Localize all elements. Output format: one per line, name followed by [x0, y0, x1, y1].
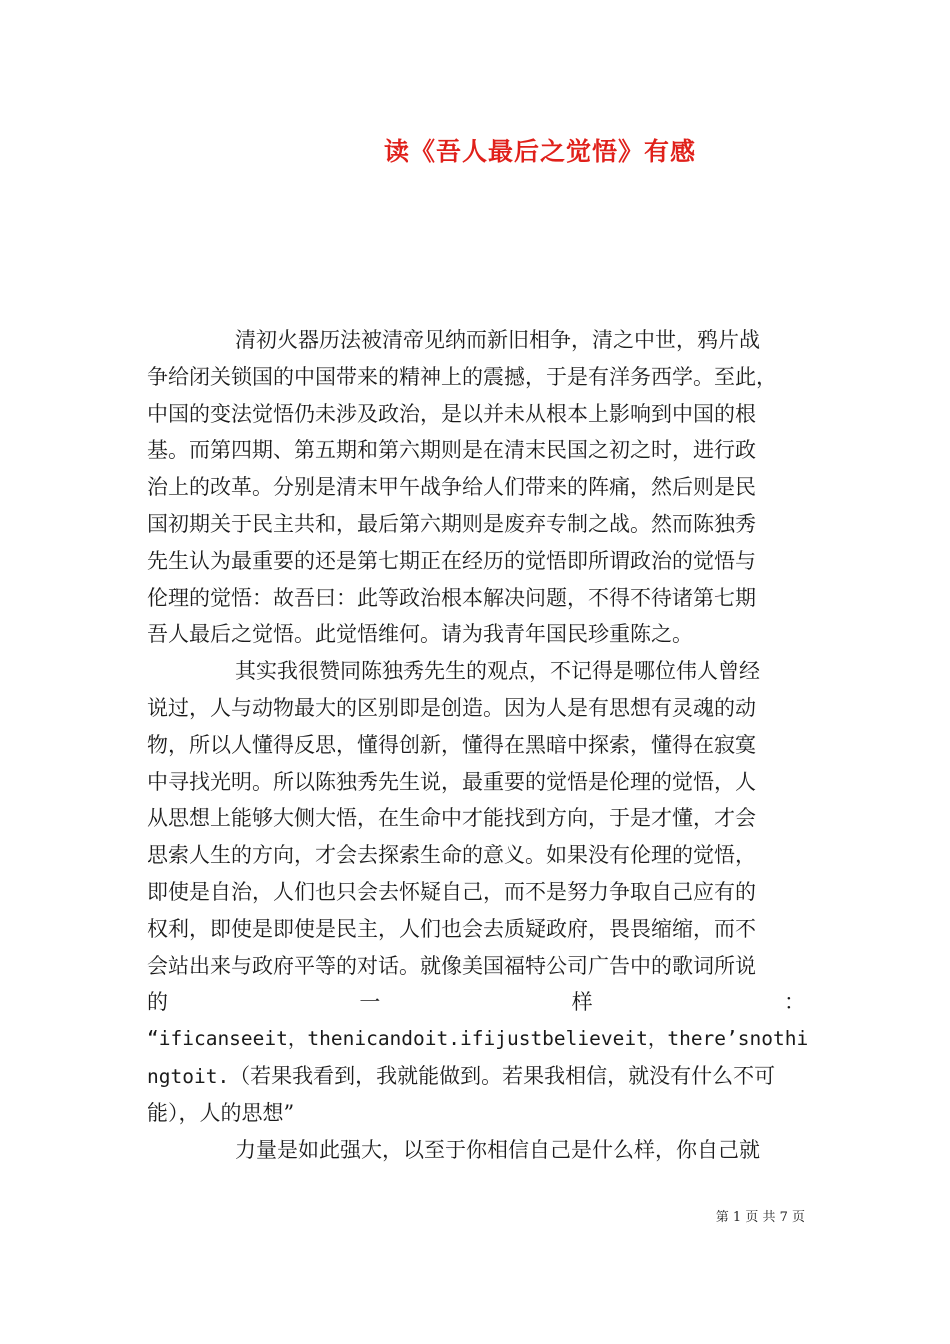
paragraph-line: 基。而第四期、第五期和第六期则是在清末民国之初之时，进行政 [147, 438, 756, 463]
paragraph-line: 中寻找光明。所以陈独秀先生说，最重要的觉悟是伦理的觉悟，人 [147, 769, 756, 794]
document-title: 读《吾人最后之觉悟》有感 [383, 137, 696, 166]
paragraph-line: 先生认为最重要的还是第七期正在经历的觉悟即所谓政治的觉悟与 [147, 548, 756, 573]
paragraph-line: 力量是如此强大，以至于你相信自己是什么样，你自己就 [235, 1137, 760, 1162]
spread-char: 一 [359, 990, 381, 1015]
paragraph-line: 国初期关于民主共和，最后第六期则是废弃专制之战。然而陈独秀 [147, 511, 756, 536]
paragraph-line: 物，所以人懂得反思，懂得创新，懂得在黑暗中探索，懂得在寂寞 [147, 732, 756, 757]
quote-line: “ificanseeit，thenicandoit.ifijustbelieveit，there’snothi [147, 1027, 809, 1051]
paragraph-line: 伦理的觉悟：故吾曰：此等政治根本解决问题，不得不待诸第七期 [147, 585, 756, 610]
quote-translation: （若果我看到，我就能做到。若果我相信，就没有什么不可 [229, 1063, 776, 1088]
paragraph-line: 吾人最后之觉悟。此觉悟维何。请为我青年国民珍重陈之。 [147, 622, 693, 647]
page-number: 第 1 页 共 7 页 [715, 1210, 805, 1225]
paragraph-line: 即使是自治，人们也只会去怀疑自己，而不是努力争取自己应有的 [147, 879, 756, 904]
paragraph-line: 说过，人与动物最大的区别即是创造。因为人是有思想有灵魂的动 [147, 695, 756, 720]
paragraph-line: 思索人生的方向，才会去探索生命的意义。如果没有伦理的觉悟， [147, 843, 756, 868]
paragraph-line: 从思想上能够大侧大悟，在生命中才能找到方向，于是才懂，才会 [147, 806, 756, 831]
spread-char: 样 [571, 990, 593, 1015]
quote-line: 能），人的思想” [147, 1100, 295, 1125]
paragraph-line: 会站出来与政府平等的对话。就像美国福特公司广告中的歌词所说 [147, 953, 756, 978]
quote-english-fragment: ngtoit. [147, 1064, 230, 1088]
paragraph-line: 其实我很赞同陈独秀先生的观点，不记得是哪位伟人曾经 [235, 659, 760, 684]
spread-line [147, 984, 805, 1021]
paragraph-line: 清初火器历法被清帝见纳而新旧相争，清之中世，鸦片战 [235, 328, 760, 352]
paragraph-line: 治上的改革。分别是清末甲午战争给人们带来的阵痛，然后则是民 [147, 475, 756, 500]
quote-line [147, 1058, 805, 1095]
spread-char: ： [783, 990, 805, 1015]
paragraph-line: 中国的变法觉悟仍未涉及政治，是以并未从根本上影响到中国的根 [147, 401, 756, 426]
document-body [147, 322, 809, 1168]
spread-char: 的 [147, 990, 168, 1015]
paragraph-line: 权利，即使是即使是民主，人们也会去质疑政府，畏畏缩缩，而不 [147, 916, 756, 941]
paragraph-line: 争给闭关锁国的中国带来的精神上的震撼，于是有洋务西学。至此， [147, 364, 777, 389]
